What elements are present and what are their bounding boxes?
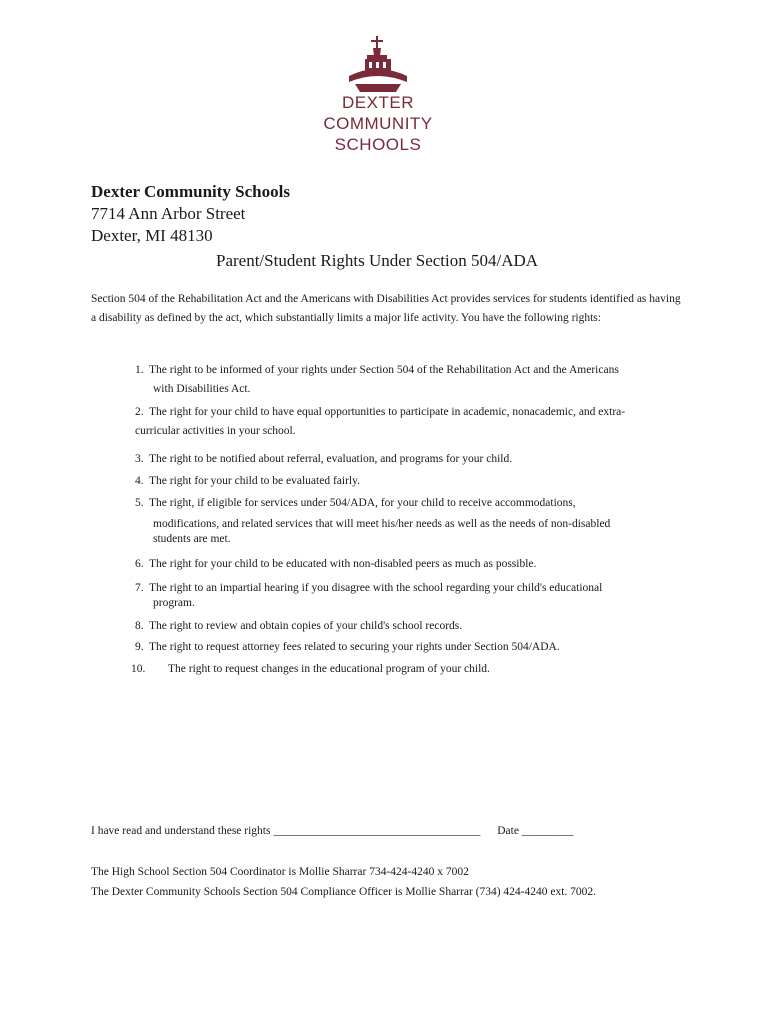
item-text: The right, if eligible for services under 504/ADA, for your child to receive accommodations, — [149, 497, 576, 509]
document-title: Parent/Student Rights Under Section 504/ADA — [216, 251, 539, 270]
item-number: 6. — [135, 558, 144, 570]
compliance-officer-info: The Dexter Community Schools Section 504 Compliance Officer is Mollie Sharrar (734) 424-4240 ext. 7002. — [91, 886, 597, 898]
city-address: Dexter, MI 48130 — [91, 226, 213, 245]
item-text: The right for your child to have equal opportunities to participate in academic, nonacademic, and extra- — [149, 406, 626, 418]
school-building-icon — [343, 36, 413, 92]
item-text: students are met. — [153, 533, 231, 545]
item-number: 7. — [135, 582, 144, 594]
item-number: 2. — [135, 406, 144, 418]
item-number: 3. — [135, 453, 144, 465]
intro-paragraph: Section 504 of the Rehabilitation Act and the Americans with Disabilities Act provides services for students identified as having a disability as defined by the act, which substantially limits a major life activity. You have the following rights: — [91, 293, 681, 324]
item-number: 4. — [135, 475, 144, 487]
item-text: The right to request changes in the educational program of your child. — [168, 663, 490, 675]
school-name: Dexter Community Schools — [91, 182, 290, 201]
item-number: 8. — [135, 620, 144, 632]
item-number: 10. — [131, 663, 146, 675]
item-text: modifications, and related services that will meet his/her needs as well as the needs of non-disabled — [153, 518, 611, 530]
coordinator-info: The High School Section 504 Coordinator is Mollie Sharrar 734-424-4240 x 7002 — [91, 866, 469, 878]
item-text: The right to an impartial hearing if you disagree with the school regarding your child's educational — [149, 582, 603, 594]
street-address: 7714 Ann Arbor Street — [91, 204, 246, 223]
item-text: The right for your child to be educated with non-disabled peers as much as possible. — [149, 558, 537, 570]
item-text: curricular activities in your school. — [135, 425, 296, 437]
item-text: The right for your child to be evaluated fairly. — [149, 475, 360, 487]
item-number: 9. — [135, 641, 144, 653]
logo-text-community: COMMUNITY — [323, 114, 433, 133]
item-text: The right to request attorney fees related to securing your rights under Section 504/ADA. — [149, 641, 560, 653]
signature-line — [91, 825, 574, 837]
date-field[interactable]: Date _________ — [497, 825, 574, 837]
item-number: 5. — [135, 497, 144, 509]
letterhead-address — [91, 181, 290, 247]
item-text: program. — [153, 597, 195, 609]
item-text: with Disabilities Act. — [153, 383, 251, 395]
contact-footer — [91, 862, 596, 902]
school-logo — [318, 36, 438, 155]
item-text: The right to be notified about referral, evaluation, and programs for your child. — [149, 453, 513, 465]
signature-statement[interactable]: I have read and understand these rights ____________________________________ — [91, 825, 481, 837]
item-text: The right to review and obtain copies of your child's school records. — [149, 620, 463, 632]
logo-text-schools: SCHOOLS — [334, 135, 422, 154]
item-number: 1. — [135, 364, 144, 376]
logo-text-dexter: DEXTER — [342, 93, 414, 112]
item-text: The right to be informed of your rights under Section 504 of the Rehabilitation Act and the Americans — [149, 364, 619, 376]
